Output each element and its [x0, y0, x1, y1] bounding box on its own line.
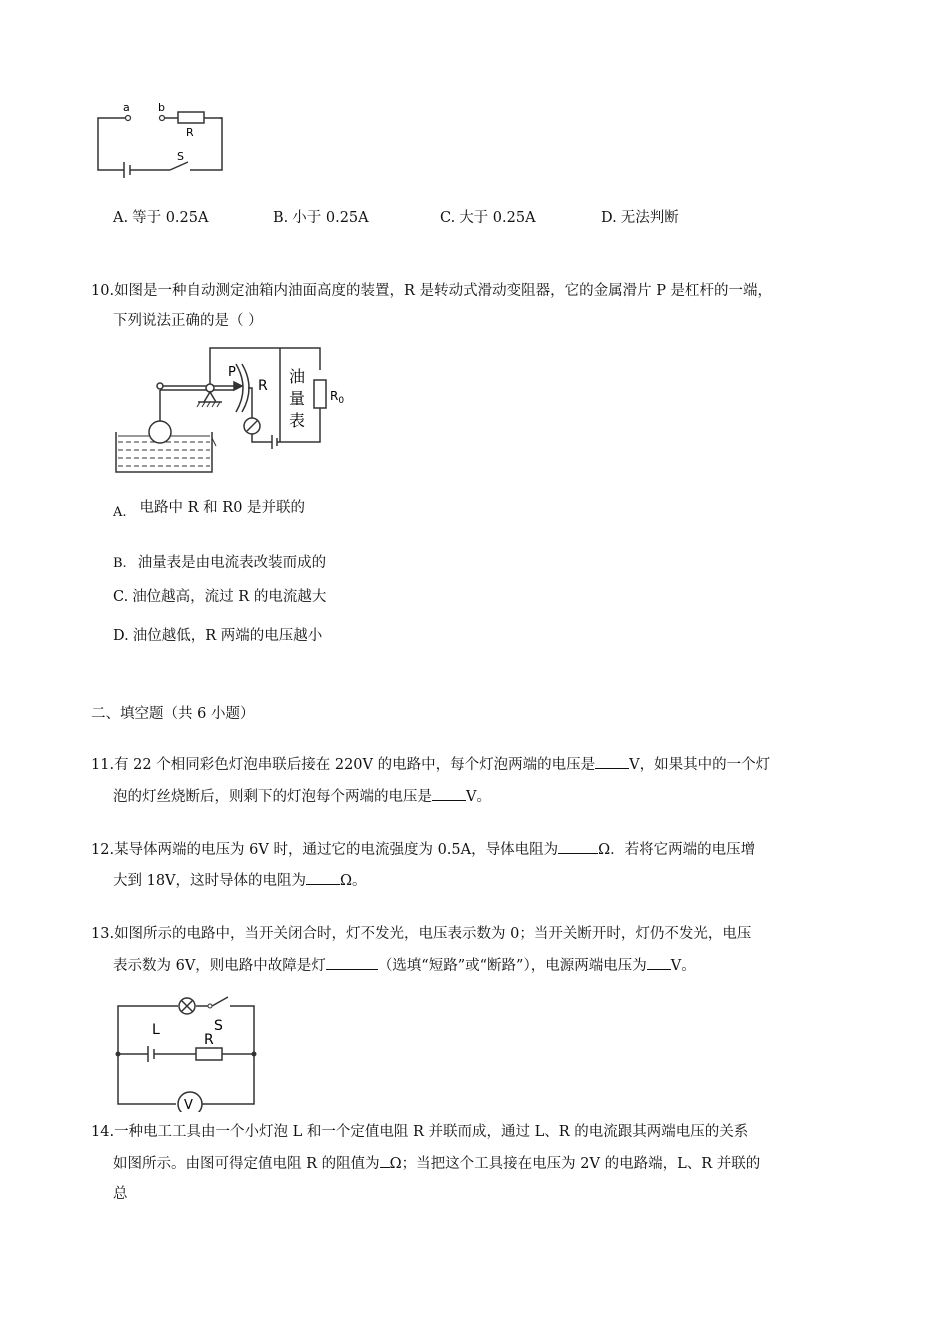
- q13-blank-1[interactable]: [326, 955, 378, 970]
- r0-label: $R_0$: [330, 389, 345, 406]
- q12-stem-line2: 大到 18V，这时导体的电阻为 Ω。: [113, 870, 367, 891]
- q10-oil-gauge-diagram: [112, 342, 357, 477]
- q10-option-c[interactable]: C. 油位越高，流过 R 的电流越大: [113, 589, 327, 605]
- q10-option-b[interactable]: B. 油量表是由电流表改装而成的: [113, 555, 327, 571]
- q13-circuit-diagram: [110, 992, 265, 1112]
- q14-stem-line1: 14.一种电工工具由一个小灯泡 L 和一个定值电阻 R 并联而成，通过 L、R 的电流跟其两端电压的关系: [91, 1124, 749, 1140]
- q9-option-b[interactable]: B. 小于 0.25A: [273, 210, 369, 226]
- oil-meter-label-1: 油: [289, 367, 306, 386]
- q14-stem-line3: 总: [113, 1186, 128, 1202]
- rheostat-r-label: R: [258, 378, 268, 394]
- q10-option-d[interactable]: D. 油位越低，R 两端的电压越小: [113, 628, 323, 644]
- q14-stem-line2: 如图所示。由图可得定值电阻 R 的阻值为 Ω；当把这个工具接在电压为 2V 的电路端，L、R 并联的: [113, 1153, 760, 1174]
- terminal-b-label: b: [158, 101, 165, 114]
- slider-p-label: P: [228, 365, 236, 380]
- switch-s-label: S: [214, 1018, 223, 1034]
- switch-label: S: [177, 150, 184, 163]
- q10-stem-line2: 下列说法正确的是（ ）: [113, 313, 263, 329]
- q9-option-a[interactable]: A. 等于 0.25A: [113, 210, 209, 226]
- oil-meter-label-2: 量: [289, 389, 306, 408]
- q10-stem-line1: 10.如图是一种自动测定油箱内油面高度的装置，R 是转动式滑动变阻器，它的金属滑片 P 是杠杆的一端，: [91, 283, 773, 299]
- q12-stem-line1: 12.某导体两端的电压为 6V 时，通过它的电流强度为 0.5A，导体电阻为 Ω．若将它两端的电压增: [91, 839, 755, 860]
- lamp-l-label: L: [152, 1022, 160, 1038]
- section-title: 二、填空题（共 6 小题）: [91, 706, 255, 722]
- q13-stem-line1: 13.如图所示的电路中，当开关闭合时，灯不发光，电压表示数为 0；当开关断开时，灯仍不发光，电压: [91, 926, 752, 942]
- terminal-a-label: a: [123, 101, 130, 114]
- q11-blank-2[interactable]: [432, 786, 466, 801]
- q11-blank-1[interactable]: [595, 754, 629, 769]
- oil-meter-label-3: 表: [289, 411, 306, 430]
- q11-stem-line2: 泡的灯丝烧断后，则剩下的灯泡每个两端的电压是 V。: [113, 786, 491, 807]
- q13-blank-2[interactable]: [647, 955, 671, 970]
- q14-blank-1[interactable]: [380, 1153, 390, 1168]
- q9-option-d[interactable]: D. 无法判断: [601, 210, 679, 226]
- resistor-r-label: R: [204, 1032, 214, 1048]
- q12-blank-2[interactable]: [306, 870, 340, 885]
- voltmeter-v-label: V: [184, 1098, 193, 1112]
- q12-blank-1[interactable]: [558, 839, 598, 854]
- q10-option-a[interactable]: A. 电路中 R 和 R0 是并联的: [113, 500, 306, 520]
- q9-option-c[interactable]: C. 大于 0.25A: [440, 210, 536, 226]
- q13-stem-line2: 表示数为 6V，则电路中故障是灯 （选填“短路”或“断路”），电源两端电压为 V。: [113, 955, 696, 976]
- q9-circuit-diagram: [92, 98, 232, 178]
- q11-stem-line1: 11.有 22 个相同彩色灯泡串联后接在 220V 的电路中，每个灯泡两端的电压是 V，如果其中的一个灯: [91, 754, 770, 775]
- resistor-label: R: [186, 126, 194, 139]
